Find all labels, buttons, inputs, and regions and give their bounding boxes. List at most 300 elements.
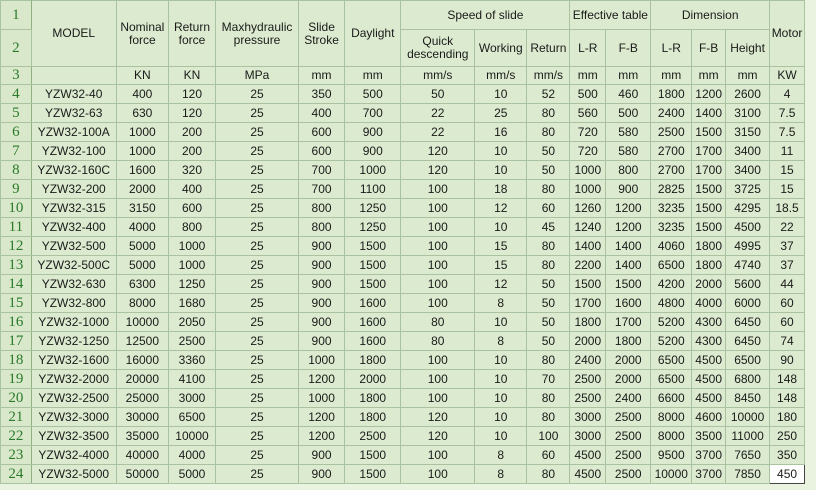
- data-cell[interactable]: 25: [216, 237, 299, 256]
- data-cell[interactable]: 10: [475, 218, 527, 237]
- data-cell[interactable]: 1400: [606, 237, 651, 256]
- model-cell[interactable]: YZW32-400: [31, 218, 116, 237]
- model-cell[interactable]: YZW32-160C: [31, 161, 116, 180]
- data-cell[interactable]: 90: [770, 351, 805, 370]
- data-cell[interactable]: 1500: [345, 256, 401, 275]
- data-cell[interactable]: 100: [401, 351, 475, 370]
- data-cell[interactable]: 20000: [116, 370, 168, 389]
- data-cell[interactable]: 2500: [606, 446, 651, 465]
- data-cell[interactable]: 25: [216, 446, 299, 465]
- data-cell[interactable]: 10: [475, 389, 527, 408]
- data-cell[interactable]: 3700: [692, 465, 726, 484]
- data-cell[interactable]: 3100: [726, 104, 770, 123]
- data-cell[interactable]: 900: [299, 332, 345, 351]
- data-cell[interactable]: 100: [401, 389, 475, 408]
- data-cell[interactable]: 2500: [345, 427, 401, 446]
- data-cell[interactable]: 70: [527, 370, 570, 389]
- data-cell[interactable]: 1400: [570, 237, 606, 256]
- data-cell[interactable]: 4500: [692, 389, 726, 408]
- data-cell[interactable]: 25: [216, 389, 299, 408]
- model-cell[interactable]: YZW32-1000: [31, 313, 116, 332]
- model-cell[interactable]: YZW32-800: [31, 294, 116, 313]
- data-cell[interactable]: 600: [168, 199, 215, 218]
- data-cell[interactable]: 1000: [168, 256, 215, 275]
- data-cell[interactable]: 800: [299, 199, 345, 218]
- data-cell[interactable]: 120: [401, 142, 475, 161]
- data-cell[interactable]: 1800: [345, 389, 401, 408]
- data-cell[interactable]: 1000: [116, 123, 168, 142]
- data-cell[interactable]: 100: [401, 465, 475, 484]
- data-cell[interactable]: 580: [606, 142, 651, 161]
- data-cell[interactable]: 2400: [606, 389, 651, 408]
- data-cell[interactable]: 1200: [692, 85, 726, 104]
- row-header[interactable]: 6: [1, 123, 32, 142]
- data-cell[interactable]: 800: [168, 218, 215, 237]
- row-header[interactable]: 20: [1, 389, 32, 408]
- data-cell[interactable]: 10: [475, 313, 527, 332]
- data-cell[interactable]: 6500: [651, 370, 692, 389]
- data-cell[interactable]: 580: [606, 123, 651, 142]
- row-header[interactable]: 17: [1, 332, 32, 351]
- data-cell[interactable]: 4100: [168, 370, 215, 389]
- data-cell[interactable]: 4500: [570, 465, 606, 484]
- data-cell[interactable]: 50: [401, 85, 475, 104]
- row-header-2[interactable]: 2: [1, 30, 32, 67]
- data-cell[interactable]: 3000: [168, 389, 215, 408]
- data-cell[interactable]: 1680: [168, 294, 215, 313]
- unit-cell[interactable]: mm/s: [527, 67, 570, 85]
- data-cell[interactable]: 3150: [726, 123, 770, 142]
- data-cell[interactable]: 1800: [651, 85, 692, 104]
- data-cell[interactable]: 1000: [116, 142, 168, 161]
- data-cell[interactable]: 250: [770, 427, 805, 446]
- data-cell[interactable]: 60: [770, 294, 805, 313]
- data-cell[interactable]: 1500: [345, 237, 401, 256]
- header-table-lr[interactable]: L-R: [570, 30, 606, 67]
- data-cell[interactable]: 10: [475, 370, 527, 389]
- header-slide-stroke[interactable]: Slide Stroke: [299, 1, 345, 67]
- data-cell[interactable]: 50: [527, 294, 570, 313]
- data-cell[interactable]: 2400: [570, 351, 606, 370]
- data-cell[interactable]: 25000: [116, 389, 168, 408]
- model-cell[interactable]: YZW32-4000: [31, 446, 116, 465]
- data-cell[interactable]: 500: [570, 85, 606, 104]
- data-cell[interactable]: 25: [216, 332, 299, 351]
- data-cell[interactable]: 80: [527, 256, 570, 275]
- data-cell[interactable]: 25: [216, 123, 299, 142]
- data-cell[interactable]: 25: [475, 104, 527, 123]
- data-cell[interactable]: 3400: [726, 142, 770, 161]
- data-cell[interactable]: 25: [216, 161, 299, 180]
- data-cell[interactable]: 120: [401, 427, 475, 446]
- data-cell[interactable]: 4200: [651, 275, 692, 294]
- data-cell[interactable]: 630: [116, 104, 168, 123]
- data-cell[interactable]: 7.5: [770, 123, 805, 142]
- data-cell[interactable]: 1500: [692, 218, 726, 237]
- data-cell[interactable]: 25: [216, 351, 299, 370]
- header-daylight[interactable]: Daylight: [345, 1, 401, 67]
- data-cell[interactable]: 1000: [570, 161, 606, 180]
- model-cell[interactable]: YZW32-500: [31, 237, 116, 256]
- data-cell[interactable]: 4995: [726, 237, 770, 256]
- data-cell[interactable]: 4: [770, 85, 805, 104]
- row-header[interactable]: 16: [1, 313, 32, 332]
- data-cell[interactable]: 60: [527, 446, 570, 465]
- data-cell[interactable]: 1000: [299, 389, 345, 408]
- data-cell[interactable]: 900: [299, 446, 345, 465]
- data-cell[interactable]: 1800: [692, 256, 726, 275]
- data-cell[interactable]: 4500: [692, 370, 726, 389]
- data-cell[interactable]: 25: [216, 275, 299, 294]
- header-working[interactable]: Working: [475, 30, 527, 67]
- data-cell[interactable]: 80: [527, 465, 570, 484]
- data-cell[interactable]: 80: [527, 389, 570, 408]
- header-speed-of-slide[interactable]: Speed of slide: [401, 1, 570, 30]
- unit-cell[interactable]: KN: [116, 67, 168, 85]
- data-cell[interactable]: 800: [606, 161, 651, 180]
- data-cell[interactable]: 3150: [116, 199, 168, 218]
- data-cell[interactable]: 25: [216, 408, 299, 427]
- data-cell[interactable]: 8: [475, 332, 527, 351]
- row-header[interactable]: 11: [1, 218, 32, 237]
- data-cell[interactable]: 4800: [651, 294, 692, 313]
- data-cell[interactable]: 8: [475, 446, 527, 465]
- data-cell[interactable]: 25: [216, 370, 299, 389]
- model-cell[interactable]: YZW32-2500: [31, 389, 116, 408]
- data-cell[interactable]: 1500: [345, 465, 401, 484]
- unit-cell[interactable]: KN: [168, 67, 215, 85]
- model-cell[interactable]: YZW32-3500: [31, 427, 116, 446]
- data-cell[interactable]: 12: [475, 275, 527, 294]
- row-header[interactable]: 14: [1, 275, 32, 294]
- data-cell[interactable]: 6800: [726, 370, 770, 389]
- data-cell[interactable]: 400: [299, 104, 345, 123]
- model-cell[interactable]: YZW32-5000: [31, 465, 116, 484]
- header-table-fb[interactable]: F-B: [606, 30, 651, 67]
- row-header[interactable]: 19: [1, 370, 32, 389]
- data-cell[interactable]: 1800: [692, 237, 726, 256]
- model-cell[interactable]: YZW32-630: [31, 275, 116, 294]
- row-header[interactable]: 13: [1, 256, 32, 275]
- unit-cell[interactable]: mm: [692, 67, 726, 85]
- row-header-3[interactable]: 3: [1, 67, 32, 85]
- header-dim-fb[interactable]: F-B: [692, 30, 726, 67]
- data-cell[interactable]: 100: [401, 180, 475, 199]
- data-cell[interactable]: 22: [401, 123, 475, 142]
- unit-cell[interactable]: mm: [651, 67, 692, 85]
- data-cell[interactable]: 4300: [692, 332, 726, 351]
- data-cell[interactable]: 5200: [651, 313, 692, 332]
- data-cell[interactable]: 80: [527, 123, 570, 142]
- data-cell[interactable]: 80: [527, 180, 570, 199]
- data-cell[interactable]: 25: [216, 256, 299, 275]
- data-cell[interactable]: 2825: [651, 180, 692, 199]
- row-header[interactable]: 15: [1, 294, 32, 313]
- data-cell[interactable]: 10: [475, 85, 527, 104]
- data-cell[interactable]: 2500: [651, 123, 692, 142]
- data-cell[interactable]: 200: [168, 123, 215, 142]
- data-cell[interactable]: 1000: [570, 180, 606, 199]
- data-cell[interactable]: 2000: [606, 351, 651, 370]
- data-cell[interactable]: 10: [475, 161, 527, 180]
- header-max-hydraulic-pressure[interactable]: Maxhydraulic pressure: [216, 1, 299, 67]
- data-cell[interactable]: 1600: [345, 313, 401, 332]
- data-cell[interactable]: 4000: [692, 294, 726, 313]
- data-cell[interactable]: 100: [401, 199, 475, 218]
- data-cell[interactable]: 2500: [570, 370, 606, 389]
- unit-cell[interactable]: mm: [570, 67, 606, 85]
- data-cell[interactable]: 7650: [726, 446, 770, 465]
- data-cell[interactable]: 25: [216, 199, 299, 218]
- data-cell[interactable]: 1000: [168, 237, 215, 256]
- model-cell[interactable]: YZW32-2000: [31, 370, 116, 389]
- data-cell[interactable]: 45: [527, 218, 570, 237]
- data-cell[interactable]: 1200: [606, 199, 651, 218]
- data-cell[interactable]: 2500: [606, 408, 651, 427]
- data-cell[interactable]: 6450: [726, 332, 770, 351]
- data-cell[interactable]: 80: [401, 332, 475, 351]
- data-cell[interactable]: 15: [475, 256, 527, 275]
- data-cell[interactable]: 2050: [168, 313, 215, 332]
- data-cell[interactable]: 4500: [726, 218, 770, 237]
- data-cell[interactable]: 22: [770, 218, 805, 237]
- data-cell[interactable]: 560: [570, 104, 606, 123]
- data-cell[interactable]: 1500: [570, 275, 606, 294]
- data-cell[interactable]: 100: [401, 256, 475, 275]
- row-header[interactable]: 10: [1, 199, 32, 218]
- data-cell[interactable]: 8000: [651, 408, 692, 427]
- data-cell[interactable]: 700: [299, 161, 345, 180]
- data-cell[interactable]: 1700: [692, 142, 726, 161]
- model-cell[interactable]: YZW32-3000: [31, 408, 116, 427]
- data-cell[interactable]: 600: [299, 123, 345, 142]
- unit-cell[interactable]: mm: [606, 67, 651, 85]
- data-cell[interactable]: 25: [216, 180, 299, 199]
- data-cell[interactable]: 25: [216, 104, 299, 123]
- data-cell[interactable]: 450: [770, 465, 805, 484]
- data-cell[interactable]: 3725: [726, 180, 770, 199]
- data-cell[interactable]: 2700: [651, 142, 692, 161]
- data-cell[interactable]: 900: [299, 237, 345, 256]
- model-cell[interactable]: YZW32-100: [31, 142, 116, 161]
- data-cell[interactable]: 3360: [168, 351, 215, 370]
- header-height[interactable]: Height: [726, 30, 770, 67]
- data-cell[interactable]: 1700: [570, 294, 606, 313]
- data-cell[interactable]: 3400: [726, 161, 770, 180]
- data-cell[interactable]: 50: [527, 332, 570, 351]
- data-cell[interactable]: 2200: [570, 256, 606, 275]
- unit-cell[interactable]: mm: [345, 67, 401, 85]
- model-cell[interactable]: YZW32-1600: [31, 351, 116, 370]
- data-cell[interactable]: 1500: [692, 199, 726, 218]
- data-cell[interactable]: 4060: [651, 237, 692, 256]
- unit-cell[interactable]: KW: [770, 67, 805, 85]
- data-cell[interactable]: 900: [345, 142, 401, 161]
- data-cell[interactable]: 1260: [570, 199, 606, 218]
- data-cell[interactable]: 100: [401, 218, 475, 237]
- data-cell[interactable]: 6500: [726, 351, 770, 370]
- header-dimension[interactable]: Dimension: [651, 1, 770, 30]
- header-motor[interactable]: Motor: [770, 1, 805, 67]
- data-cell[interactable]: 148: [770, 370, 805, 389]
- data-cell[interactable]: 1400: [606, 256, 651, 275]
- data-cell[interactable]: 1000: [299, 351, 345, 370]
- data-cell[interactable]: 10: [475, 408, 527, 427]
- data-cell[interactable]: 25: [216, 85, 299, 104]
- data-cell[interactable]: 2400: [651, 104, 692, 123]
- data-cell[interactable]: 25: [216, 313, 299, 332]
- data-cell[interactable]: 6300: [116, 275, 168, 294]
- data-cell[interactable]: 8450: [726, 389, 770, 408]
- data-cell[interactable]: 900: [299, 465, 345, 484]
- data-cell[interactable]: 900: [299, 256, 345, 275]
- data-cell[interactable]: 52: [527, 85, 570, 104]
- data-cell[interactable]: 80: [527, 408, 570, 427]
- data-cell[interactable]: 4300: [692, 313, 726, 332]
- data-cell[interactable]: 1250: [345, 199, 401, 218]
- data-cell[interactable]: 10000: [116, 313, 168, 332]
- data-cell[interactable]: 5200: [651, 332, 692, 351]
- data-cell[interactable]: 900: [299, 313, 345, 332]
- data-cell[interactable]: 900: [345, 123, 401, 142]
- data-cell[interactable]: 900: [606, 180, 651, 199]
- data-cell[interactable]: 12: [475, 199, 527, 218]
- data-cell[interactable]: 44: [770, 275, 805, 294]
- data-cell[interactable]: 1100: [345, 180, 401, 199]
- header-nominal-force[interactable]: Nominal force: [116, 1, 168, 67]
- data-cell[interactable]: 9500: [651, 446, 692, 465]
- data-cell[interactable]: 120: [168, 85, 215, 104]
- data-cell[interactable]: 6500: [651, 351, 692, 370]
- data-cell[interactable]: 3235: [651, 199, 692, 218]
- data-cell[interactable]: 50: [527, 313, 570, 332]
- data-cell[interactable]: 25: [216, 294, 299, 313]
- header-return[interactable]: Return: [527, 30, 570, 67]
- data-cell[interactable]: 7.5: [770, 104, 805, 123]
- data-cell[interactable]: 500: [606, 104, 651, 123]
- data-cell[interactable]: 120: [401, 408, 475, 427]
- data-cell[interactable]: 720: [570, 142, 606, 161]
- unit-cell[interactable]: MPa: [216, 67, 299, 85]
- header-dim-lr[interactable]: L-R: [651, 30, 692, 67]
- data-cell[interactable]: 16000: [116, 351, 168, 370]
- data-cell[interactable]: 15: [475, 237, 527, 256]
- data-cell[interactable]: 50: [527, 142, 570, 161]
- data-cell[interactable]: 350: [770, 446, 805, 465]
- data-cell[interactable]: 1500: [345, 446, 401, 465]
- row-header[interactable]: 21: [1, 408, 32, 427]
- data-cell[interactable]: 6450: [726, 313, 770, 332]
- data-cell[interactable]: 100: [401, 237, 475, 256]
- data-cell[interactable]: 3500: [692, 427, 726, 446]
- data-cell[interactable]: 700: [345, 104, 401, 123]
- data-cell[interactable]: 5000: [116, 237, 168, 256]
- row-header[interactable]: 7: [1, 142, 32, 161]
- row-header[interactable]: 12: [1, 237, 32, 256]
- data-cell[interactable]: 4500: [692, 351, 726, 370]
- data-cell[interactable]: 6600: [651, 389, 692, 408]
- data-cell[interactable]: 4000: [168, 446, 215, 465]
- data-cell[interactable]: 16: [475, 123, 527, 142]
- data-cell[interactable]: 35000: [116, 427, 168, 446]
- data-cell[interactable]: 1600: [345, 294, 401, 313]
- row-header[interactable]: 24: [1, 465, 32, 484]
- data-cell[interactable]: 1600: [345, 332, 401, 351]
- data-cell[interactable]: 10000: [726, 408, 770, 427]
- data-cell[interactable]: 12500: [116, 332, 168, 351]
- data-cell[interactable]: 8: [475, 465, 527, 484]
- data-cell[interactable]: 3000: [570, 427, 606, 446]
- row-header[interactable]: 5: [1, 104, 32, 123]
- row-header[interactable]: 23: [1, 446, 32, 465]
- data-cell[interactable]: 40000: [116, 446, 168, 465]
- data-cell[interactable]: 1500: [692, 123, 726, 142]
- data-cell[interactable]: 320: [168, 161, 215, 180]
- data-cell[interactable]: 11000: [726, 427, 770, 446]
- data-cell[interactable]: 1500: [606, 275, 651, 294]
- data-cell[interactable]: 120: [401, 161, 475, 180]
- row-header[interactable]: 18: [1, 351, 32, 370]
- model-cell[interactable]: YZW32-100A: [31, 123, 116, 142]
- data-cell[interactable]: 25: [216, 465, 299, 484]
- model-cell[interactable]: YZW32-315: [31, 199, 116, 218]
- data-cell[interactable]: 2500: [570, 389, 606, 408]
- data-cell[interactable]: 1200: [299, 370, 345, 389]
- header-effective-table[interactable]: Effective table: [570, 1, 651, 30]
- unit-cell[interactable]: mm/s: [475, 67, 527, 85]
- row-header[interactable]: 9: [1, 180, 32, 199]
- data-cell[interactable]: 2000: [606, 370, 651, 389]
- data-cell[interactable]: 400: [168, 180, 215, 199]
- data-cell[interactable]: 3235: [651, 218, 692, 237]
- data-cell[interactable]: 60: [527, 199, 570, 218]
- model-cell[interactable]: YZW32-63: [31, 104, 116, 123]
- data-cell[interactable]: 4600: [692, 408, 726, 427]
- data-cell[interactable]: 1700: [692, 161, 726, 180]
- header-return-force[interactable]: Return force: [168, 1, 215, 67]
- row-header-1[interactable]: 1: [1, 1, 32, 30]
- data-cell[interactable]: 80: [527, 104, 570, 123]
- data-cell[interactable]: 2500: [606, 427, 651, 446]
- data-cell[interactable]: 5000: [168, 465, 215, 484]
- data-cell[interactable]: 3000: [570, 408, 606, 427]
- data-cell[interactable]: 600: [299, 142, 345, 161]
- data-cell[interactable]: 400: [116, 85, 168, 104]
- model-cell[interactable]: YZW32-1250: [31, 332, 116, 351]
- data-cell[interactable]: 100: [401, 446, 475, 465]
- data-cell[interactable]: 15: [770, 161, 805, 180]
- model-cell[interactable]: YZW32-40: [31, 85, 116, 104]
- data-cell[interactable]: 18: [475, 180, 527, 199]
- data-cell[interactable]: 800: [299, 218, 345, 237]
- data-cell[interactable]: 22: [401, 104, 475, 123]
- data-cell[interactable]: 10: [475, 142, 527, 161]
- data-cell[interactable]: 1200: [606, 218, 651, 237]
- data-cell[interactable]: 1240: [570, 218, 606, 237]
- data-cell[interactable]: 2000: [345, 370, 401, 389]
- data-cell[interactable]: 500: [345, 85, 401, 104]
- data-cell[interactable]: 50: [527, 275, 570, 294]
- units-model-cell[interactable]: [31, 67, 116, 85]
- data-cell[interactable]: 4000: [116, 218, 168, 237]
- data-cell[interactable]: 6500: [651, 256, 692, 275]
- data-cell[interactable]: 1400: [692, 104, 726, 123]
- data-cell[interactable]: 1250: [345, 218, 401, 237]
- data-cell[interactable]: 2000: [570, 332, 606, 351]
- data-cell[interactable]: 7850: [726, 465, 770, 484]
- data-cell[interactable]: 1700: [606, 313, 651, 332]
- data-cell[interactable]: 2000: [116, 180, 168, 199]
